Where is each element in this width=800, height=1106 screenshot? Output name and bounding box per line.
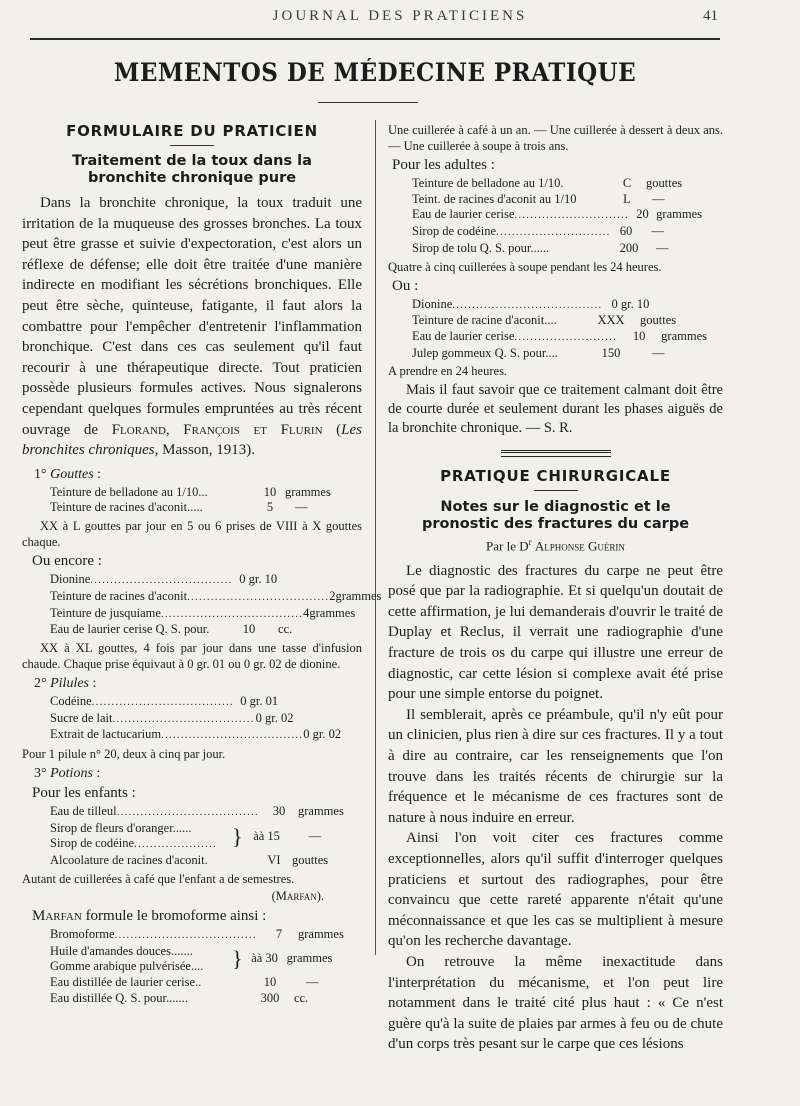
- gouttes-num: 1°: [34, 466, 47, 482]
- rx-ingredient: Eau distillée Q. S. pour.......: [50, 990, 188, 1005]
- rx-leader-dots: ....................................: [160, 607, 304, 620]
- rx-row: [50, 588, 382, 606]
- rx-ingredient: Eau de laurier cerise Q. S. pour.: [50, 622, 210, 637]
- section-title-formulaire: FORMULAIRE DU PRATICIEN: [66, 122, 318, 140]
- rx-row: [412, 176, 702, 192]
- left-column: [22, 118, 382, 1006]
- rx-quantity: 0 gr. 10: [611, 296, 650, 311]
- rx-ingredient: Teinture de belladone au 1/10...: [50, 484, 208, 499]
- rx-ingredient: Alcoolature de racines d'aconit.: [50, 853, 208, 868]
- rx-row: [412, 192, 702, 208]
- rx-unit: grammes: [661, 328, 707, 343]
- rx-row: [50, 711, 330, 728]
- page-number: 41: [703, 8, 718, 24]
- pilules-note: Pour 1 pilule n° 20, deux à cinq par jour.: [22, 747, 226, 762]
- rx-row: [50, 927, 350, 944]
- rx-unit: grammes: [309, 605, 356, 620]
- rx-quantity: 0 gr. 01: [240, 693, 279, 708]
- rx-quantity: VI: [267, 853, 281, 868]
- rx-row: [50, 959, 230, 975]
- rx-ingredient: Sirop de tolu Q. S. pour......: [412, 240, 550, 255]
- byline-prefix: Par le D: [486, 538, 529, 554]
- column-divider: [375, 120, 376, 955]
- rx-leader-dots: .....................: [134, 838, 217, 851]
- rx-quantity: 10: [242, 622, 256, 637]
- article-title-carpe: Notes sur le diagnostic et le pronostic des fractures du carpe: [421, 499, 690, 533]
- rx-quantity: 0 gr. 02: [255, 710, 294, 725]
- rx-ingredient: Teinture de jusquiame: [50, 605, 161, 620]
- rx-unit: cc.: [294, 990, 309, 1005]
- intro-book-title: Les bronchites chroniques: [22, 421, 362, 459]
- rx-ou: [388, 297, 707, 362]
- rx-quantity: 30: [272, 804, 286, 819]
- rx-row: [50, 853, 350, 869]
- rx-quantity: 0 gr. 02: [303, 727, 342, 742]
- rx-row: [50, 500, 362, 516]
- dosage-note: Une cuillerée à café à un an. — Une cuillerée à dessert à deux ans. — Une cuillerée à soupe à trois ans.: [388, 123, 723, 153]
- rx-row: [412, 297, 707, 314]
- rx-adultes: [388, 176, 702, 257]
- potions-num: 3°: [34, 766, 47, 782]
- potions-note-author: (Marfan).: [271, 888, 324, 903]
- rx-ingredient: Eau de tilleul: [50, 804, 117, 819]
- article-paragraph: On retrouve la même inexactitude dans l'interprétation du mécanisme, et l'on peut lire notamment dans le traité cité plus haut : « Ce n'est guère qu'à la suite de plaies par armes à feu ou de chute d'un corps très pesant sur le carpe que ces lésions: [388, 953, 723, 1053]
- rx-quantity: 10: [632, 328, 646, 343]
- rx-unit: gouttes: [292, 853, 329, 868]
- rx-quantity: 60: [619, 224, 633, 239]
- brace-glyph: }: [232, 946, 243, 972]
- potions-label: Potions: [50, 766, 93, 782]
- rx-ingredient: Dionine: [50, 572, 91, 587]
- rx-row: [50, 944, 230, 960]
- rx-unit: —: [651, 224, 664, 239]
- rx-quantity: XXX: [597, 313, 625, 328]
- marfan-name: Marfan: [32, 907, 82, 924]
- rx-leader-dots: ....................................: [112, 712, 255, 725]
- rx-enfants: [22, 804, 350, 869]
- rx-row: [50, 975, 350, 991]
- rx-ingredient: Extrait de lactucarium: [50, 727, 162, 742]
- rx-quantity: 4: [303, 605, 310, 620]
- rx-row: [50, 991, 350, 1007]
- intro-text: Dans la bronchite chronique, la toux traduit une irritation de la muqueuse des grosses bronches. La toux peut être grasse et suivie d'expectoration, c'est alors un réflexe de défense; elle doit être traitée d'une manière indirecte en modifiant les sécrétions bronchiques. Elle peut être sèche, quinteuse, fatigante, il faut alors la combattre pour l'empêcher d'entretenir l'inflammation bronchique. C'est dans ces cas seulement qu'il faut recourir à une thérapeutique directe. Tout praticien possède plusieurs formules actives. Nous signalerons cependant quelques formules empruntées au très récent ouvrage de: [22, 195, 362, 438]
- rx-leader-dots: .............................: [514, 209, 629, 222]
- rx-ingredient: Sucre de lait: [50, 710, 113, 725]
- rx-leader-dots: ....................................: [90, 574, 233, 587]
- rx-unit: grammes: [298, 926, 344, 941]
- rx-unit: cc.: [278, 622, 293, 637]
- rx-row: [50, 622, 330, 638]
- rx-row: [50, 727, 342, 744]
- rx-ingredient: Huile d'amandes douces.......: [50, 943, 193, 958]
- rx-unit: gouttes: [646, 176, 683, 190]
- rx-unit: gouttes: [640, 313, 677, 328]
- marfan-label: formule le bromoforme ainsi :: [85, 907, 267, 924]
- rx-leader-dots: ....................................: [187, 590, 330, 603]
- rx-brace-group: [50, 944, 350, 975]
- enfants-heading: Pour les enfants :: [32, 785, 136, 802]
- main-title: MEMENTOS DE MÉDECINE PRATIQUE: [113, 58, 637, 87]
- rx-row: [412, 241, 702, 257]
- rx-quantity: 0 gr. 10: [239, 572, 278, 587]
- rx-row: [412, 207, 702, 224]
- rx-leader-dots: ....................................: [161, 729, 304, 742]
- rx-ingredient: Codéine: [50, 693, 92, 708]
- rx-brace-group: [50, 821, 350, 853]
- rx-quantity: 10: [263, 974, 277, 989]
- rx-leader-dots: ....................................: [91, 695, 234, 708]
- section-separator: [501, 450, 611, 457]
- rx-leader-dots: ..........................: [514, 330, 618, 343]
- potions-heading: 3° Potions :: [34, 766, 101, 782]
- rx-row: [50, 572, 330, 589]
- section-title-chirurgicale: PRATIQUE CHIRURGICALE: [440, 467, 671, 486]
- rx-unit: grammes: [335, 588, 382, 603]
- rx-row: [50, 836, 230, 853]
- running-header: [20, 8, 780, 30]
- rx-ingredient: Dionine: [412, 296, 453, 311]
- rx-quantity: 7: [275, 926, 283, 941]
- rx-leader-dots: ......................................: [452, 298, 603, 311]
- rx-unit: —: [656, 240, 669, 255]
- ou-heading: Ou :: [392, 277, 419, 294]
- rx-quantity: 10: [263, 484, 277, 499]
- rx-row: [412, 313, 707, 329]
- rx-leader-dots: .............................: [496, 226, 611, 239]
- rx-ou-encore: [22, 572, 382, 638]
- right-column: [388, 118, 723, 1055]
- ou-encore-heading: Ou encore :: [32, 553, 102, 570]
- rx-ingredient: Sirop de fleurs d'oranger......: [50, 820, 192, 835]
- article-paragraph: Le diagnostic des fractures du carpe ne peut être posé que par la radiographie. Et si quelqu'un doutait de cette affirmation, je lui demanderais d'ouvrir le traité de Duplay et Reclus, il verrait une radiographie d'une fracture de trois os du carpe qui illustre une erreur de diagnostic, car cette lésion si complexe avait été prise pour une simple entorse du poignet.: [388, 562, 723, 703]
- rx-row: [50, 485, 362, 501]
- rx-ingredient: Sirop de codéine: [50, 836, 135, 851]
- article-title-toux: Traitement de la toux dans la bronchite chronique pure: [72, 153, 312, 186]
- marfan-heading: [32, 908, 362, 925]
- gouttes-note: XX à L gouttes par jour en 5 ou 6 prises de VIII à X gouttes chaque.: [22, 519, 362, 550]
- gouttes-label: Gouttes: [50, 466, 94, 482]
- rx-row: [412, 329, 707, 346]
- pilules-heading: 2° Pilules :: [34, 675, 97, 691]
- rx-row: [50, 605, 356, 623]
- rx-ingredient: Teinture de racines d'aconit: [50, 588, 188, 603]
- running-title: JOURNAL DES PRATICIENS: [272, 8, 528, 24]
- rx-marfan: [22, 927, 350, 1007]
- rx-ingredient: Bromoforme: [50, 926, 115, 941]
- rx-ingredient: Teinture de racines d'aconit.....: [50, 500, 203, 515]
- article-paragraph: Ainsi l'on voit citer ces fractures comme exceptionnelles, alors qu'il suffit d'interroger quelques praticiens et surtout des radiographes, pour être convaincu que cette rareté apparente n'était qu'une méconnaissance et que les cas se multiplient à mesure qu'on les recherche davantage.: [388, 830, 723, 950]
- rx-quantity: 150: [601, 345, 621, 360]
- rx-quantity: 200: [619, 240, 639, 255]
- rx-quantity: 2: [329, 588, 336, 603]
- brace-glyph: }: [232, 823, 243, 849]
- rx-ingredient: Eau de laurier cerise: [412, 207, 515, 222]
- section-rule: [534, 490, 578, 491]
- rx-row: [50, 821, 230, 837]
- rx-ingredient: Gomme arabique pulvérisée....: [50, 959, 204, 974]
- rx-unit: —: [652, 191, 665, 206]
- article-paragraph: Il semblerait, après ce préambule, qu'il n'y eût pour un clinicien, plus rien à dire sur ces fractures. Il y a tout à dire au contraire, car les renseignements que l'on trouve dans les traités récents de chirurgie sur la fréquence et le mécanisme de ces fractures sont de nature à nous induire en erreur.: [388, 706, 723, 826]
- rx-unit: grammes: [298, 804, 344, 819]
- rx-row: [50, 694, 330, 711]
- rx-ingredient: Sirop de codéine: [412, 224, 497, 239]
- intro-authors: Florand, François et Flurin: [111, 421, 323, 438]
- rx-quantity: 20: [636, 207, 649, 222]
- rx-unit: —: [652, 345, 665, 360]
- rx-ingredient: Julep gommeux Q. S. pour....: [412, 345, 558, 360]
- ou-encore-note: XX à XL gouttes, 4 fois par jour dans une tasse d'infusion chaude. Chaque prise équivaut à 0 gr. 01 ou 0 gr. 02 de dionine.: [22, 640, 362, 671]
- rx-unit: —: [308, 829, 322, 844]
- rx-pilules: [22, 693, 342, 744]
- intro-publisher: , Masson, 1913).: [154, 442, 256, 459]
- section-rule: [170, 145, 214, 146]
- closing-paragraph: Mais il faut savoir que ce traitement calmant doit être de courte durée et seulement durant les phases aiguës de la bronchite chronique. — S. R.: [388, 382, 723, 437]
- rx-ingredient: Eau de laurier cerise: [412, 328, 515, 343]
- rx-ingredient: Teinture de belladone au 1/10.: [412, 176, 564, 190]
- rx-leader-dots: ....................................: [114, 928, 257, 941]
- potions-note: Autant de cuillerées à café que l'enfant a de semestres.: [22, 871, 295, 886]
- gouttes-heading: 1° Gouttes :: [34, 466, 102, 482]
- rx-unit: —: [306, 974, 319, 989]
- rx-quantity: C: [622, 176, 632, 190]
- adultes-note: Quatre à cinq cuillerées à soupe pendant les 24 heures.: [388, 259, 662, 274]
- pilules-num: 2°: [34, 675, 47, 691]
- adultes-heading: Pour les adultes :: [392, 157, 495, 173]
- rx-quantity: àà 30: [251, 951, 278, 966]
- rx-row: [412, 224, 702, 241]
- rx-leader-dots: ....................................: [116, 806, 259, 819]
- article-byline: [388, 537, 723, 554]
- rx-quantity: àà 15: [253, 829, 280, 844]
- rx-gouttes: [22, 485, 362, 516]
- header-rule: [30, 38, 720, 40]
- rx-unit: grammes: [286, 951, 333, 966]
- rx-unit: grammes: [656, 207, 702, 222]
- ou-note: A prendre en 24 heures.: [388, 364, 508, 379]
- rx-unit: —: [295, 500, 308, 515]
- rx-ingredient: Teint. de racines d'aconit au 1/10: [412, 191, 577, 206]
- rx-row: [50, 804, 350, 821]
- rx-unit: grammes: [285, 484, 331, 499]
- rx-ingredient: Eau distillée de laurier cerise..: [50, 974, 202, 989]
- byline-sup: r: [528, 537, 532, 548]
- pilules-label: Pilules: [50, 675, 89, 691]
- main-title-rule: [318, 102, 418, 103]
- intro-paragraph: Dans la bronchite chronique, la toux traduit une irritation de la muqueuse des grosses bronches. La toux peut être grasse et suivie d'expectoration, c'est alors un réflexe de défense; elle doit être traitée d'une manière indirecte en modifiant les sécrétions bronchiques. Elle peut être sèche, quinteuse, fatigante, il faut alors la combattre pour l'empêcher d'entretenir l'inflammation bronchique. C'est dans ces cas seulement qu'il faut recourir à une thérapeutique directe. Tout praticien possède plusieurs formules actives. Nous signalerons cependant quelques formules empruntées au très récent ouvrage de Florand, François et Flurin (Les bronchites chroniques, Masson, 1913).: [22, 195, 362, 459]
- rx-quantity: L: [623, 191, 631, 206]
- rx-quantity: 300: [260, 990, 280, 1005]
- rx-row: [412, 346, 707, 362]
- rx-ingredient: Teinture de racine d'aconit....: [412, 313, 557, 328]
- byline-author: Alphonse Guérin: [534, 538, 625, 554]
- rx-quantity: 5: [266, 500, 274, 515]
